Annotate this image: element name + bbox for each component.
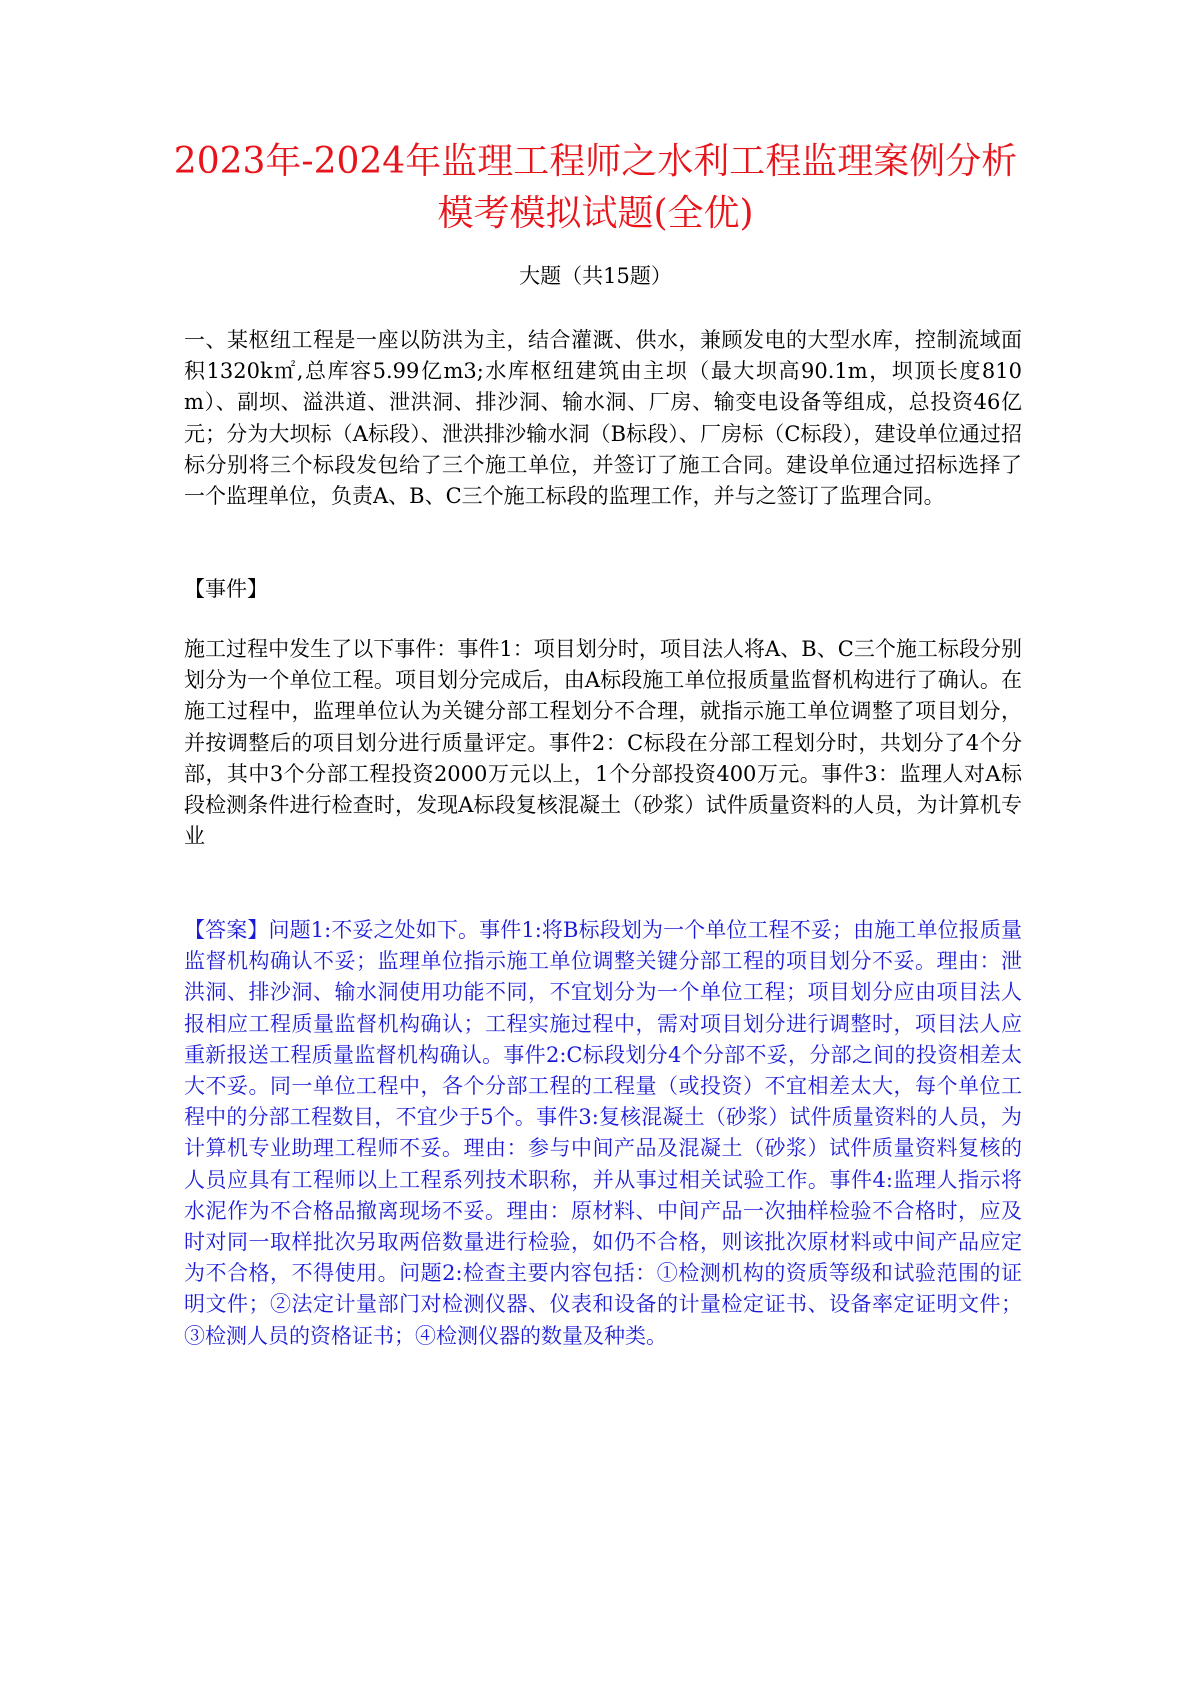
section-label: 大题（共15题）	[519, 264, 672, 288]
question-1-text: 一、某枢纽工程是一座以防洪为主，结合灌溉、供水，兼顾发电的大型水库，控制流域面积1320k㎡,总库容5.99亿m3;水库枢纽建筑由主坝（最大坝高90.1m，坝顶长度810m）、副坝、溢洪道、泄洪洞、排沙洞、输水洞、厂房、输变电设备等组成，总投资46亿元；分为大坝标（A标段）、泄洪排沙输水洞（B标段）、厂房标（C标段），建设单位通过招标分别将三个标段发包给了三个施工单位，并签订了施工合同。建设单位通过招标选择了一个监理单位，负责A、B、C三个施工标段的监理工作，并与之签订了监理合同。	[184, 328, 1022, 509]
answer-text: 【答案】问题1:不妥之处如下。事件1:将B标段划为一个单位工程不妥；由施工单位报质量监督机构确认不妥；监理单位指示施工单位调整关键分部工程的项目划分不妥。理由：泄洪洞、排沙洞、输水洞使用功能不同，不宜划分为一个单位工程；项目划分应由项目法人报相应工程质量监督机构确认；工程实施过程中，需对项目划分进行调整时，项目法人应重新报送工程质量监督机构确认。事件2:C标段划分4个分部不妥，分部之间的投资相差太大不妥。同一单位工程中，各个分部工程的工程量（或投资）不宜相差太大，每个单位工程中的分部工程数目，不宜少于5个。事件3:复核混凝土（砂浆）试件质量资料的人员，为计算机专业助理工程师不妥。理由：参与中间产品及混凝土（砂浆）试件质量资料复核的人员应具有工程师以上工程系列技术职称，并从事过相关试验工作。事件4:监理人指示将水泥作为不合格品撤离现场不妥。理由：原材料、中间产品一次抽样检验不合格时，应及时对同一取样批次另取两倍数量进行检验，如仍不合格，则该批次原材料或中间产品应定为不合格，不得使用。问题2:检查主要内容包括：①检测机构的资质等级和试验范围的证明文件；②法定计量部门对检测仪器、仪表和设备的计量检定证书、设备率定证明文件；③检测人员的资格证书；④检测仪器的数量及种类。	[184, 918, 1022, 1348]
document-title: 2023年-2024年监理工程师之水利工程监理案例分析模考模拟试题(全优)	[173, 141, 1018, 234]
events-text: 施工过程中发生了以下事件：事件1：项目划分时，项目法人将A、B、C三个施工标段分别划分为一个单位工程。项目划分完成后，由A标段施工单位报质量监督机构进行了确认。在施工过程中，监理单位认为关键分部工程划分不合理，就指示施工单位调整了项目划分，并按调整后的项目划分进行质量评定。事件2：C标段在分部工程划分时，共划分了4个分部，其中3个分部工程投资2000万元以上，1个分部投资400万元。事件3：监理人对A标段检测条件进行检查时，发现A标段复核混凝土（砂浆）试件质量资料的人员，为计算机专业	[184, 637, 1022, 849]
event-label: 【事件】	[184, 577, 268, 601]
